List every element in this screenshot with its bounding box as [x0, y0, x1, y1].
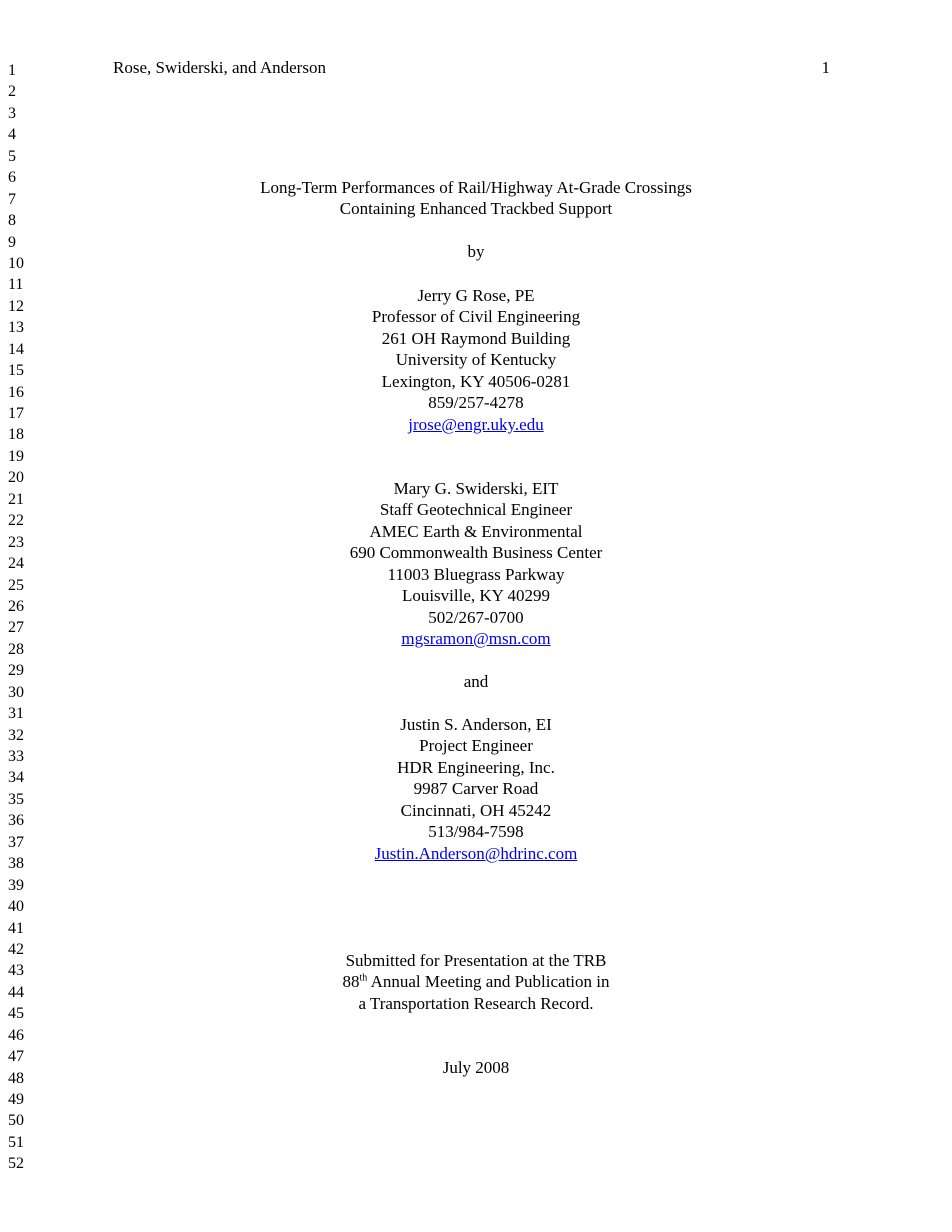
line-number: 39	[8, 876, 24, 894]
author1-city: Lexington, KY 40506-0281	[381, 371, 571, 391]
line-number: 21	[8, 490, 24, 508]
meeting-number-suffix: th	[359, 972, 368, 984]
line-number: 25	[8, 576, 24, 594]
line-number: 15	[8, 362, 24, 380]
line-number: 17	[8, 405, 24, 422]
page-number: 1	[821, 58, 830, 77]
author2-address1: 690 Commonwealth Business Center	[349, 543, 603, 563]
line-number: 4	[8, 126, 16, 144]
author2-city: Louisville, KY 40299	[401, 586, 551, 606]
line-number: 31	[8, 705, 24, 723]
line-number: 44	[8, 983, 24, 1001]
author3-phone: 513/984-7598	[428, 822, 524, 842]
author3-company: HDR Engineering, Inc.	[397, 757, 555, 777]
author3-city: Cincinnati, OH 45242	[400, 800, 552, 820]
title-block	[113, 177, 839, 263]
line-number: 5	[8, 147, 16, 165]
submission-line-2	[113, 971, 839, 992]
line-number: 11	[8, 276, 24, 294]
line-number: 30	[8, 683, 24, 701]
author3-email-link[interactable]: Justin.Anderson@hdrinc.com	[374, 843, 578, 863]
by-label: by	[467, 242, 485, 262]
line-number: 10	[8, 254, 24, 272]
title-line-2: Containing Enhanced Trackbed Support	[339, 199, 613, 219]
author2-email-link[interactable]: mgsramon@msn.com	[401, 629, 551, 649]
line-number: 13	[8, 319, 24, 337]
line-number: 9	[8, 233, 16, 251]
author1-phone: 859/257-4278	[428, 393, 524, 413]
line-number: 47	[8, 1048, 24, 1066]
line-number: 51	[8, 1133, 24, 1151]
line-number: 41	[8, 919, 24, 937]
line-number: 8	[8, 212, 16, 230]
author1-address: 261 OH Raymond Building	[381, 328, 571, 348]
line-number: 50	[8, 1112, 24, 1130]
line-number: 29	[8, 662, 24, 680]
author1-name: Jerry G Rose, PE	[417, 286, 535, 305]
line-number: 20	[8, 469, 24, 487]
line-number-gutter	[8, 60, 32, 1175]
author3-position: Project Engineer	[419, 736, 533, 756]
author2-block	[113, 478, 839, 693]
line-number: 18	[8, 426, 24, 444]
author3-name: Justin S. Anderson, EI	[400, 715, 552, 734]
and-label: and	[463, 672, 489, 692]
title-line-1: Long-Term Performances of Rail/Highway At-Grade Crossings	[260, 178, 692, 197]
author1-position: Professor of Civil Engineering	[371, 307, 581, 327]
submission-line-1: Submitted for Presentation at the TRB	[345, 951, 607, 970]
line-number: 37	[8, 833, 24, 851]
line-number: 42	[8, 940, 24, 958]
date-block	[113, 1057, 839, 1078]
line-number: 36	[8, 812, 24, 830]
submission-line-2-text: Annual Meeting and Publication in	[367, 972, 610, 992]
line-number: 23	[8, 533, 24, 551]
author1-block	[113, 285, 839, 435]
line-number: 24	[8, 555, 24, 573]
author3-address: 9987 Carver Road	[413, 779, 539, 799]
submission-date: July 2008	[442, 1058, 510, 1077]
line-number: 3	[8, 104, 16, 122]
author2-name: Mary G. Swiderski, EIT	[393, 479, 559, 498]
line-number: 14	[8, 340, 24, 358]
line-number: 33	[8, 748, 24, 765]
running-header-authors: Rose, Swiderski, and Anderson	[113, 58, 326, 77]
line-number: 7	[8, 190, 16, 208]
line-number: 52	[8, 1155, 24, 1173]
submission-line-3: a Transportation Research Record.	[358, 993, 594, 1013]
line-number: 35	[8, 790, 24, 808]
line-number: 1	[8, 62, 16, 79]
meeting-number: 88	[342, 972, 360, 992]
line-number: 45	[8, 1005, 24, 1023]
line-number: 32	[8, 726, 24, 744]
submission-block	[113, 950, 839, 1014]
line-number: 40	[8, 898, 24, 916]
line-number: 19	[8, 447, 24, 465]
line-number: 46	[8, 1026, 24, 1044]
line-number: 34	[8, 769, 24, 787]
line-number: 22	[8, 512, 24, 530]
line-number: 2	[8, 83, 16, 101]
line-number: 27	[8, 619, 24, 637]
author2-company: AMEC Earth & Environmental	[369, 521, 583, 541]
author2-address2: 11003 Bluegrass Parkway	[387, 564, 565, 584]
line-number: 12	[8, 297, 24, 315]
line-number: 26	[8, 597, 24, 615]
line-number: 38	[8, 855, 24, 873]
line-number: 48	[8, 1069, 24, 1087]
author2-phone: 502/267-0700	[428, 607, 524, 627]
author1-institution: University of Kentucky	[395, 350, 557, 370]
line-number: 16	[8, 383, 24, 401]
author3-block	[113, 714, 839, 864]
author2-position: Staff Geotechnical Engineer	[379, 500, 573, 520]
line-number: 43	[8, 962, 24, 980]
line-number: 6	[8, 169, 16, 187]
author1-email-link[interactable]: jrose@engr.uky.edu	[408, 414, 544, 434]
line-number: 49	[8, 1091, 24, 1108]
line-number: 28	[8, 640, 24, 658]
